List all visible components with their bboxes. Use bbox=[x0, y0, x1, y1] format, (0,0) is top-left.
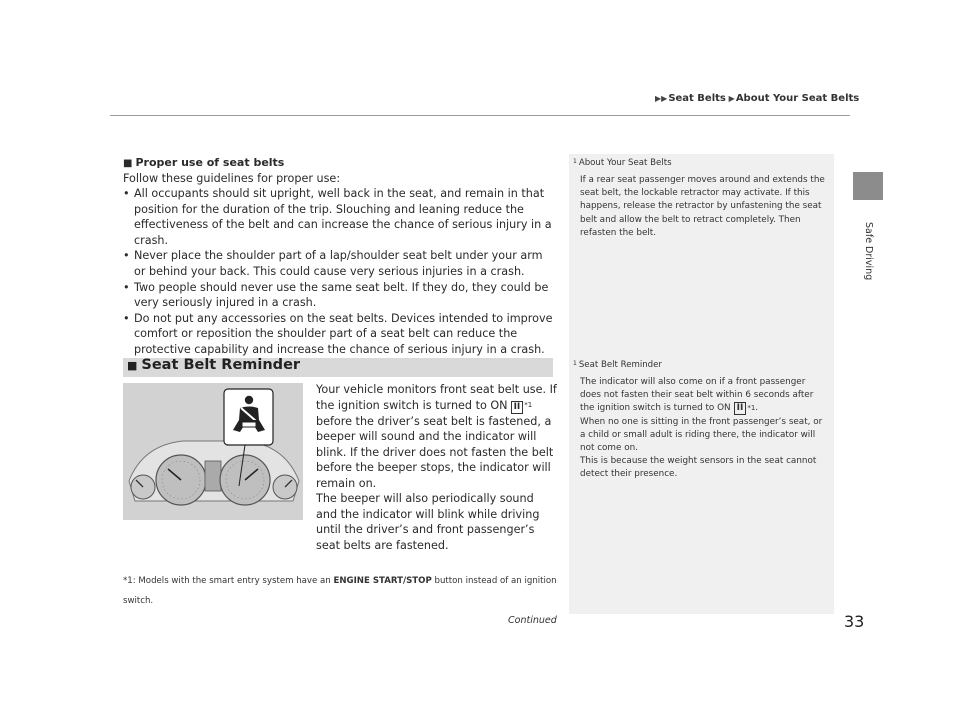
note-title-reminder: $^1$ Seat Belt Reminder bbox=[573, 360, 662, 370]
note-marker: 1 bbox=[573, 158, 577, 165]
instrument-cluster-illustration bbox=[123, 383, 303, 520]
reminder-text-2: The beeper will also periodically sound and the indicator will blink while driving until the driver’s and front passenger’s seat belts are fastened. bbox=[316, 492, 540, 552]
reminder-text: Your vehicle monitors front seat belt use. If the ignition switch is turned to ON II $^{*1}$ before the driver’s seat belt is fastened, a beeper will sound and the indicator will blink. If the driver does not fasten the belt before the beeper stops, the indicator will remain on. bbox=[316, 383, 557, 490]
ignition-on-key-icon: II bbox=[734, 402, 747, 415]
breadcrumb-arrow-icon: ▶▶ bbox=[655, 94, 668, 103]
guidelines-list bbox=[123, 186, 556, 358]
breadcrumb-item-about[interactable]: About Your Seat Belts bbox=[735, 93, 860, 104]
page-number: 33 bbox=[844, 612, 865, 631]
list-item: • Never place the shoulder part of a lap/shoulder seat belt under your arm or behind your back. This could cause very serious injuries in a crash. bbox=[123, 248, 556, 279]
section-tab-marker bbox=[853, 172, 883, 200]
section-tab-label: Safe Driving bbox=[863, 222, 874, 281]
intro-text: Follow these guidelines for proper use: bbox=[123, 172, 341, 185]
breadcrumb-item-seat-belts[interactable]: Seat Belts bbox=[668, 93, 726, 104]
list-item: • Two people should never use the same seat belt. If they do, they could be very seriously injured in a crash. bbox=[123, 280, 556, 311]
footnote: *1: Models with the smart entry system have an ENGINE START/STOP button instead of an ignition switch. bbox=[123, 576, 557, 606]
engine-start-stop-label: ENGINE START/STOP bbox=[333, 576, 432, 586]
note-title: $^1$ About Your Seat Belts bbox=[573, 158, 672, 168]
gauge-cluster-icon bbox=[123, 383, 303, 520]
note-text-reminder: The indicator will also come on if a front passenger does not fasten their seat belt within 6 seconds after the ignition switch is turned to ON II $^{*1}$. When no one is sitting in the front passenger’s seat, or a child or small adult is riding there, the indicator will not come on. This is because the weight sensors in the seat cannot detect their presence. bbox=[580, 377, 823, 480]
breadcrumb bbox=[655, 93, 859, 104]
heading-square-icon: ■ bbox=[123, 158, 133, 169]
continued-label: Continued bbox=[508, 615, 557, 626]
list-item: • Do not put any accessories on the seat belts. Devices intended to improve comfort or reposition the shoulder part of a seat belt can reduce the protective capability and increase the chance of serious injury in a crash. bbox=[123, 311, 556, 358]
section-title: ■ Seat Belt Reminder bbox=[127, 357, 301, 373]
note-marker: 1 bbox=[573, 360, 577, 367]
subsection-heading: ■ Proper use of seat belts bbox=[123, 156, 285, 169]
header-divider bbox=[110, 115, 850, 116]
note-text: If a rear seat passenger moves around and extends the seat belt, the lockable retractor may activate. If this happens, release the retractor by unfastening the seat belt and allow the belt to retract completely. Then refasten the belt. bbox=[580, 175, 825, 238]
list-item: • All occupants should sit upright, well back in the seat, and remain in that position for the duration of the trip. Slouching and leaning reduce the effectiveness of the belt and can increase the chance of serious injury in a crash. bbox=[123, 186, 556, 248]
ignition-on-key-icon: II bbox=[511, 401, 524, 414]
heading-square-icon: ■ bbox=[127, 359, 138, 372]
breadcrumb-arrow-icon: ▶ bbox=[725, 94, 735, 103]
